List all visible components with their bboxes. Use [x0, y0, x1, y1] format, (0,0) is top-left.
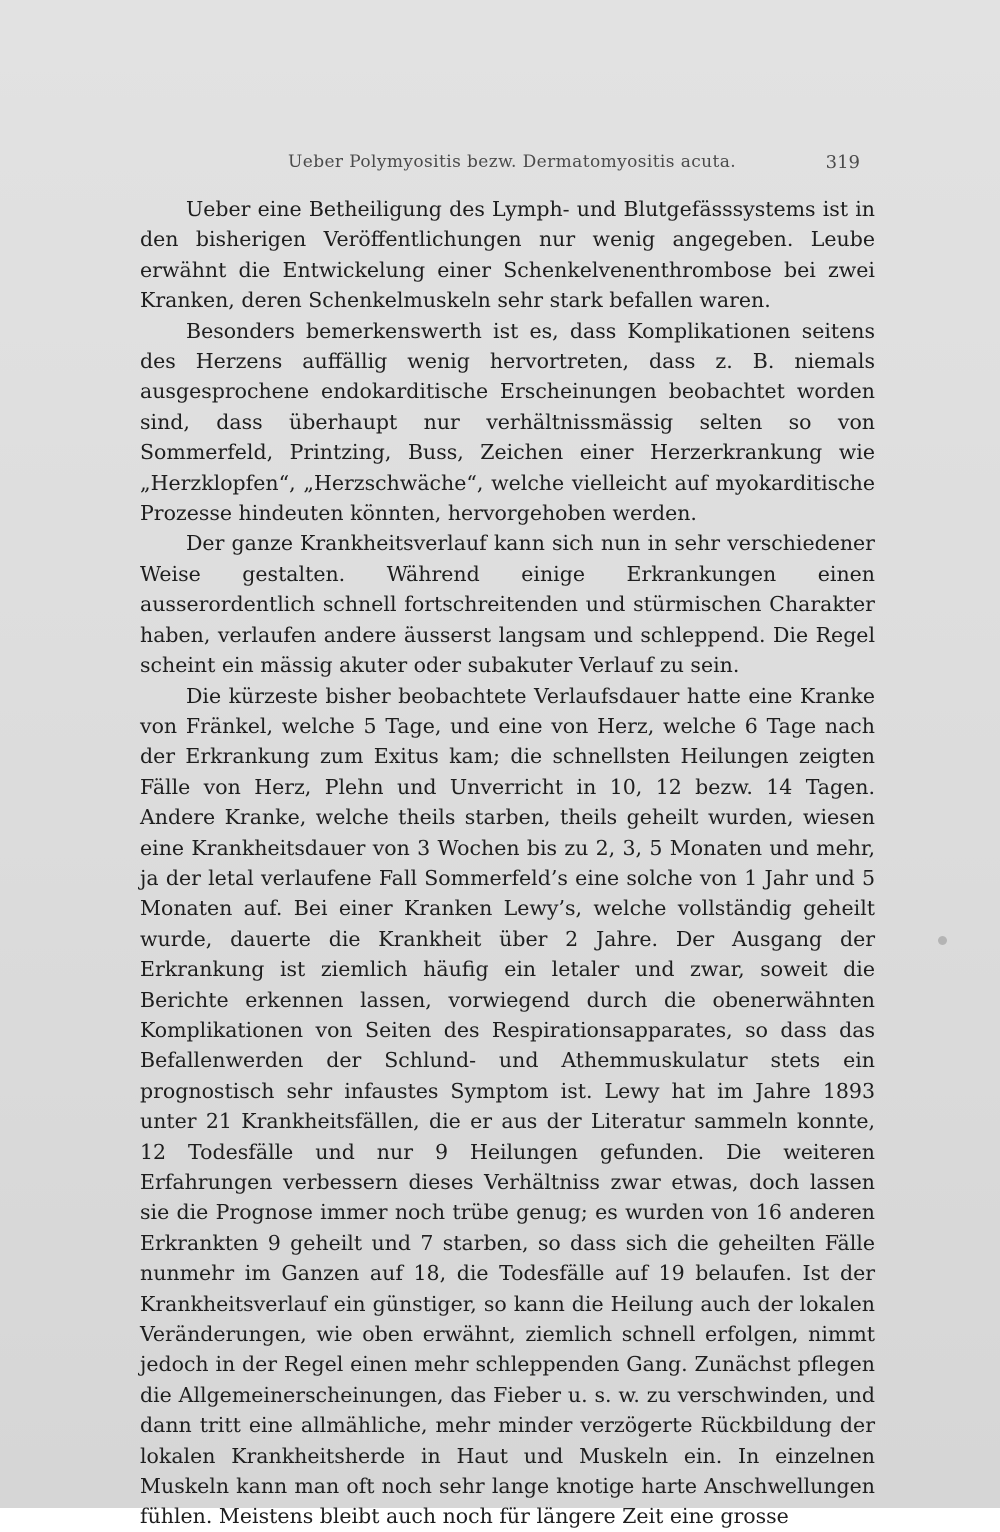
paper-spot: [938, 936, 947, 945]
body-text: [140, 194, 875, 1532]
running-head: Ueber Polymyositis bezw. Dermatomyositis acuta.: [288, 152, 737, 172]
paragraph-lymph-blood-vessels: Ueber eine Betheiligung des Lymph- und Blutgefässsystems ist in den bisherigen Veröffentlichungen nur wenig angegeben. Leube erwähnt die Entwickelung einer Schenkelvenenthrombose bei zwei Kranken, deren Schenkelmuskeln sehr stark befallen waren.: [140, 197, 875, 313]
page-header: [288, 152, 860, 178]
page-number: 319: [825, 152, 860, 173]
paragraph-heart-complications: Besonders bemerkenswerth ist es, dass Komplikationen seitens des Herzens auffällig wenig hervortreten, dass z. B. niemals ausgesprochene endokarditische Erscheinungen beobachtet worden sind, dass überhaupt nur verhältnissmässig selten so von Sommerfeld, Printzing, Buss, Zeichen einer Herzerkrankung wie „Herzklopfen“, „Herzschwäche“, welche vielleicht auf myokarditische Prozesse hindeuten könnten, hervorgehoben werden.: [140, 318, 875, 526]
paragraph-disease-course: Der ganze Krankheitsverlauf kann sich nun in sehr verschiedener Weise gestalten. Während einige Erkrankungen einen ausserordentlich schnell fortschreitenden und stürmischen Charakter haben, verlaufen andere äusserst langsam und schleppend. Die Regel scheint ein mässig akuter oder subakuter Verlauf zu sein.: [140, 531, 875, 678]
paragraph-duration-prognosis: Die kürzeste bisher beobachtete Verlaufsdauer hatte eine Kranke von Fränkel, welche 5 Tage, und eine von Herz, welche 6 Tage nach der Erkrankung zum Exitus kam; die schnellsten Heilungen zeigten Fälle von Herz, Plehn und Unverricht in 10, 12 bezw. 14 Tagen. Andere Kranke, welche theils starben, theils geheilt wurden, wiesen eine Krankheitsdauer von 3 Wochen bis zu 2, 3, 5 Monaten und mehr, ja der letal verlaufene Fall Sommerfeld’s eine solche von 1 Jahr und 5 Monaten auf. Bei einer Kranken Lewy’s, welche vollständig geheilt wurde, dauerte die Krankheit über 2 Jahre. Der Ausgang der Erkrankung ist ziemlich häufig ein letaler und zwar, soweit die Berichte erkennen lassen, vorwiegend durch die obenerwähnten Komplikationen von Seiten des Respirationsapparates, so dass das Befallenwerden der Schlund- und Athemmuskulatur stets ein prognostisch sehr infaustes Symptom ist. Lewy hat im Jahre 1893 unter 21 Krankheitsfällen, die er aus der Literatur sammeln konnte, 12 Todesfälle und nur 9 Heilungen gefunden. Die weiteren Erfahrungen verbessern dieses Verhältniss zwar etwas, doch lassen sie die Prognose immer noch trübe genug; es wurden von 16 anderen Erkrankten 9 geheilt und 7 starben, so dass sich die geheilten Fälle nunmehr im Ganzen auf 18, die Todesfälle auf 19 belaufen. Ist der Krankheitsverlauf ein günstiger, so kann die Heilung auch der lokalen Veränderungen, wie oben erwähnt, ziemlich schnell erfolgen, nimmt jedoch in der Regel einen mehr schleppenden Gang. Zunächst pflegen die Allgemeinerscheinungen, das Fieber u. s. w. zu verschwinden, und dann tritt eine allmähliche, mehr minder verzögerte Rückbildung der lokalen Krankheitsherde in Haut und Muskeln ein. In einzelnen Muskeln kann man oft noch sehr lange knotige harte Anschwellungen fühlen. Meistens bleibt auch noch für längere Zeit eine grosse: [140, 683, 875, 1529]
